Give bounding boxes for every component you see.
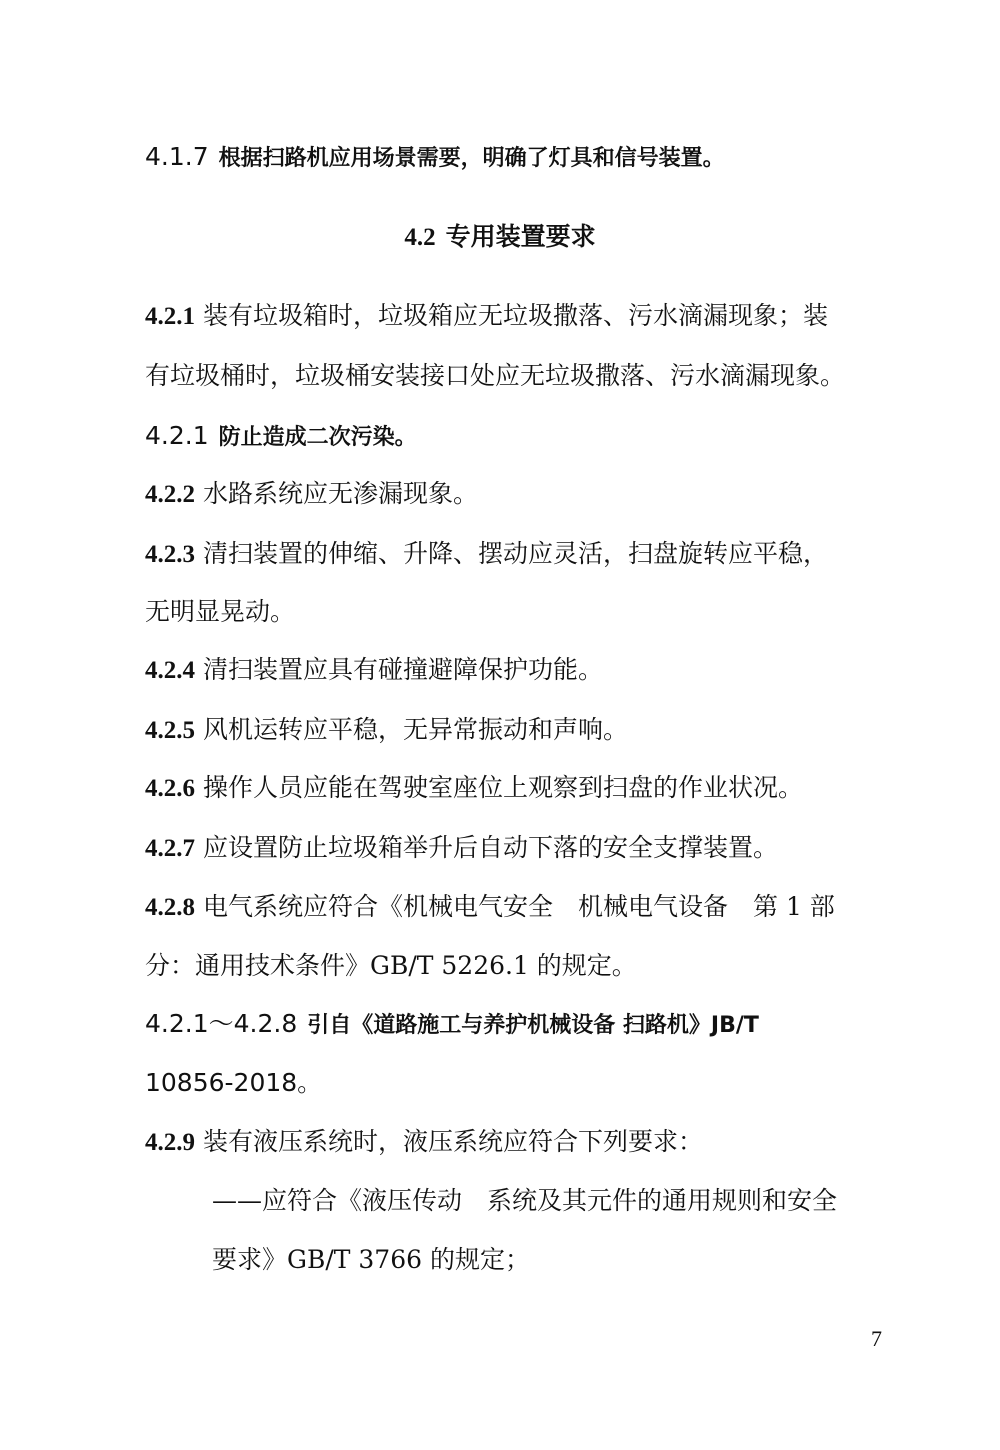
clause-text: 防止造成二次污染。 <box>218 425 417 450</box>
section-title: 专用装置要求 <box>445 222 596 251</box>
clause-text: 水路系统应无渗漏现象。 <box>203 479 479 508</box>
clause-4-2-9 <box>145 1125 875 1160</box>
clause-text: 操作人员应能在驾驶室座位上观察到扫盘的作业状况。 <box>203 773 804 802</box>
clause-4-2-8-line2 <box>145 949 875 983</box>
clause-4-1-7 <box>145 140 875 176</box>
clause-number: 4.2.1 <box>145 303 195 330</box>
clause-text: 装有液压系统时，液压系统应符合下列要求： <box>203 1127 704 1156</box>
clause-text: 无明显晃动。 <box>145 597 296 626</box>
clause-text: 清扫装置的伸缩、升降、摆动应灵活，扫盘旋转应平稳， <box>203 539 829 568</box>
clause-number: 4.2.2 <box>145 481 195 508</box>
clause-text: 引自《道路施工与养护机械设备 扫路机》JB/T <box>307 1013 759 1038</box>
clause-4-2-1-line1 <box>145 299 875 334</box>
clause-4-2-3-line1 <box>145 537 875 572</box>
clause-text: 应设置防止垃圾箱举升后自动下落的安全支撑装置。 <box>203 833 779 862</box>
clause-text: 分：通用技术条件》GB/T 5226.1 的规定。 <box>145 951 637 980</box>
clause-number: 4.2.1～4.2.8 <box>145 1009 298 1038</box>
source-note-line2 <box>145 1066 875 1100</box>
section-heading-4-2 <box>0 220 1000 255</box>
clause-4-2-5 <box>145 713 875 748</box>
clause-4-2-8-line1 <box>145 890 875 925</box>
clause-number: 4.2.4 <box>145 657 195 684</box>
clause-text: 有垃圾桶时，垃圾桶安装接口处应无垃圾撒落、污水滴漏现象。 <box>145 361 846 390</box>
section-number: 4.2 <box>404 224 436 251</box>
clause-4-2-6 <box>145 771 875 806</box>
clause-4-2-3-line2 <box>145 595 875 629</box>
clause-text: 清扫装置应具有碰撞避障保护功能。 <box>203 655 604 684</box>
clause-4-2-2 <box>145 477 875 512</box>
clause-number: 4.2.6 <box>145 775 195 802</box>
clause-number: 4.2.9 <box>145 1129 195 1156</box>
clause-number: 4.2.1 <box>145 421 209 450</box>
dash-item-text: 要求》GB/T 3766 的规定； <box>212 1245 530 1274</box>
dash-item-line2 <box>212 1243 877 1277</box>
dash-item-text: ——应符合《液压传动 系统及其元件的通用规则和安全 <box>212 1186 838 1215</box>
page-number: 7 <box>871 1326 882 1351</box>
dash-item-line1 <box>212 1184 877 1218</box>
source-note-line1 <box>145 1007 875 1043</box>
clause-number: 4.2.5 <box>145 717 195 744</box>
clause-text: 电气系统应符合《机械电气安全 机械电气设备 第 1 部 <box>203 892 835 921</box>
clause-number: 4.2.7 <box>145 835 195 862</box>
clause-text: 根据扫路机应用场景需要，明确了灯具和信号装置。 <box>218 146 725 171</box>
clause-number: 4.2.8 <box>145 894 195 921</box>
clause-4-2-1-note <box>145 419 875 455</box>
clause-4-2-1-line2 <box>145 359 875 393</box>
clause-4-2-4 <box>145 653 875 688</box>
clause-text: 10856-2018。 <box>145 1068 323 1097</box>
clause-4-2-7 <box>145 831 875 866</box>
clause-number: 4.1.7 <box>145 142 209 171</box>
clause-text: 装有垃圾箱时，垃圾箱应无垃圾撒落、污水滴漏现象；装 <box>203 301 829 330</box>
clause-number: 4.2.3 <box>145 541 195 568</box>
clause-text: 风机运转应平稳，无异常振动和声响。 <box>203 715 629 744</box>
